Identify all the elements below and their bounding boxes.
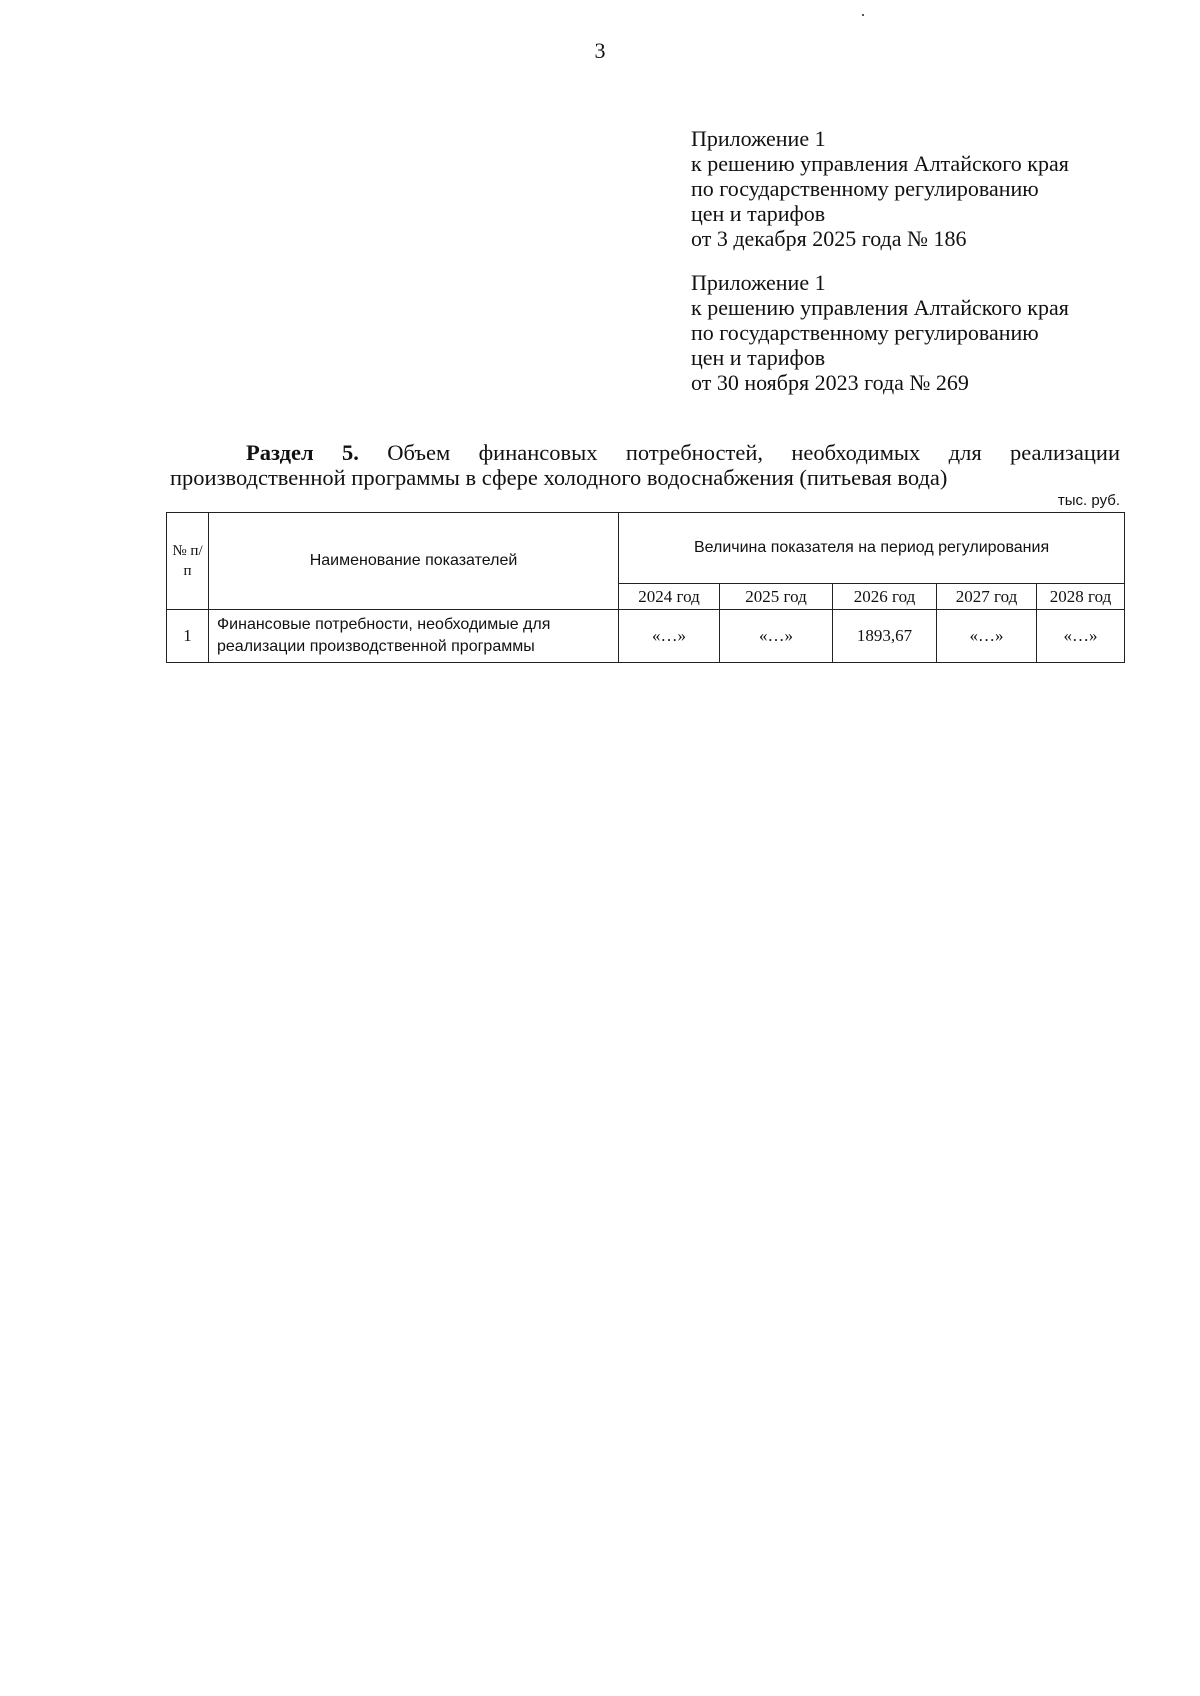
table-row — [167, 610, 1125, 663]
header-year: 2024 год — [619, 584, 720, 610]
header-year: 2028 год — [1037, 584, 1125, 610]
appendix-line: по государственному регулированию — [691, 176, 1039, 201]
appendix-line: к решению управления Алтайского края — [691, 151, 1069, 176]
appendix-line: цен и тарифов — [691, 345, 826, 370]
appendix-line: Приложение 1 — [691, 126, 826, 151]
row-value: 1893,67 — [833, 610, 937, 663]
header-number: № п/ п — [167, 513, 209, 610]
header-year: 2027 год — [937, 584, 1037, 610]
financial-needs-table — [166, 512, 1125, 663]
row-value: «…» — [720, 610, 833, 663]
row-value: «…» — [937, 610, 1037, 663]
header-year: 2026 год — [833, 584, 937, 610]
row-value: «…» — [1037, 610, 1125, 663]
header-period: Величина показателя на период регулирования — [619, 513, 1125, 584]
scan-dot — [862, 14, 864, 16]
appendix-previous-header — [691, 270, 1161, 395]
header-indicator-name: Наименование показателей — [209, 513, 619, 610]
units-label: тыс. руб. — [1057, 492, 1120, 509]
row-value: «…» — [619, 610, 720, 663]
row-number: 1 — [167, 610, 209, 663]
appendix-line: Приложение 1 — [691, 270, 826, 295]
appendix-current-header — [691, 126, 1161, 251]
section-title: Объем финансовых потребностей, необходимых для реализации производственной программы в сфере холодного водоснабжения (питьевая вода) — [170, 440, 1121, 490]
row-indicator-name: Финансовые потребности, необходимые для реализации производственной программы — [209, 610, 619, 663]
appendix-line: к решению управления Алтайского края — [691, 295, 1069, 320]
page-number: 3 — [594, 38, 606, 63]
section-label: Раздел 5. — [246, 440, 359, 465]
table-header-row — [167, 513, 1125, 584]
header-year: 2025 год — [720, 584, 833, 610]
appendix-line: от 30 ноября 2023 года № 269 — [691, 370, 969, 395]
appendix-line: цен и тарифов — [691, 201, 826, 226]
appendix-line: по государственному регулированию — [691, 320, 1039, 345]
section-heading — [170, 440, 1120, 490]
appendix-line: от 3 декабря 2025 года № 186 — [691, 226, 967, 251]
